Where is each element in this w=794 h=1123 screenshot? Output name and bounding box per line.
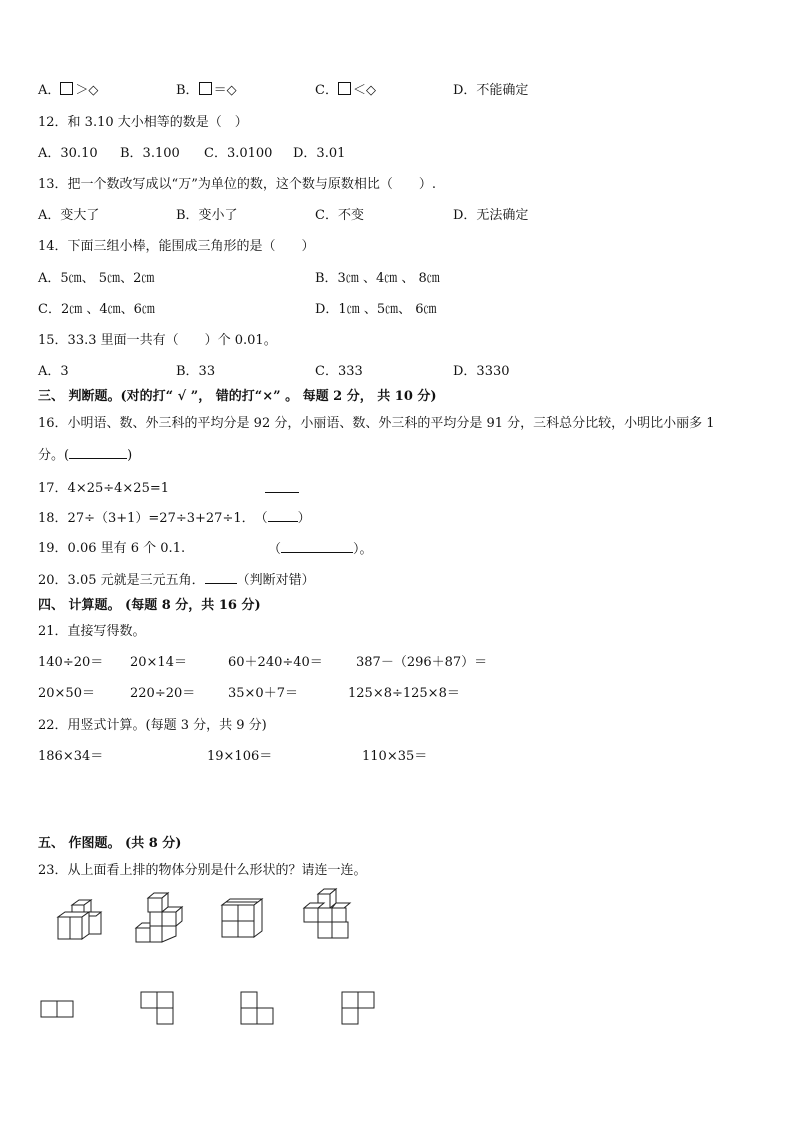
q19-answer-blank[interactable] — [281, 540, 353, 553]
q15-stem: 15．33.3 里面一共有（ ）个 0.01。 — [38, 333, 277, 348]
q13-option-b[interactable]: B．变小了 — [176, 208, 238, 223]
q22-stem: 22．用竖式计算。(每题 3 分，共 9 分) — [38, 718, 267, 733]
cube-solid-2-icon[interactable] — [134, 892, 190, 944]
q17-text: 17．4×25÷4×25=1 — [38, 481, 170, 496]
q21-item[interactable]: 35×0＋7＝ — [228, 686, 298, 701]
top-view-2-icon[interactable] — [140, 991, 178, 1029]
section-5-title: 五、 作图题。 (共 8 分) — [38, 836, 182, 851]
q21-item[interactable]: 60＋240÷40＝ — [228, 655, 323, 670]
top-view-3-icon[interactable] — [240, 991, 278, 1029]
q21-item[interactable]: 220÷20＝ — [130, 686, 196, 701]
q19-text: 19．0.06 里有 6 个 0.1. — [38, 541, 186, 556]
q22-item[interactable]: 19×106＝ — [207, 749, 273, 764]
q23-stem: 23．从上面看上排的物体分别是什么形状的？请连一连。 — [38, 863, 367, 878]
q21-stem: 21．直接写得数。 — [38, 624, 146, 639]
section-3-title: 三、 判断题。(对的打“ √ ”， 错的打“×” 。 每题 2 分， 共 10 分) — [38, 389, 437, 404]
q16-answer-line — [38, 446, 132, 465]
q16-line-1: 16．小明语、数、外三科的平均分是 92 分，小丽语、数、外三科的平均分是 91 分，三科总分比较，小明比小丽多 1 — [38, 416, 715, 431]
q12-option-b[interactable]: B．3.100 — [120, 146, 180, 161]
option-relation: ＝◇ — [213, 83, 237, 98]
q13-stem: 13．把一个数改写成以“万”为单位的数，这个数与原数相比（ ）. — [38, 177, 436, 192]
cube-solid-1-icon[interactable] — [56, 900, 106, 942]
q12-option-d[interactable]: D．3.01 — [293, 146, 346, 161]
q19-answer — [268, 540, 373, 559]
option-relation: ＞◇ — [75, 83, 99, 98]
q21-item[interactable]: 387－（296＋87）＝ — [356, 655, 488, 670]
q15-option-b[interactable]: B．33 — [176, 364, 216, 379]
q13-option-c[interactable]: C．不变 — [315, 208, 364, 223]
q11-option-a[interactable] — [38, 82, 98, 100]
q13-option-a[interactable]: A．变大了 — [38, 208, 100, 223]
q14-option-b[interactable]: B．3㎝ 、4㎝ 、 8㎝ — [315, 271, 440, 286]
q21-item[interactable]: 20×14＝ — [130, 655, 187, 670]
q14-option-d[interactable]: D．1㎝ 、5㎝、 6㎝ — [315, 302, 437, 317]
q14-stem: 14．下面三组小棒，能围成三角形的是（ ） — [38, 239, 315, 254]
q22-item[interactable]: 186×34＝ — [38, 749, 104, 764]
q18-line — [38, 509, 311, 528]
q12-stem: 12．和 3.10 大小相等的数是（ ） — [38, 115, 248, 130]
q17-answer-blank[interactable] — [265, 480, 299, 493]
q20-suffix: （判断对错） — [236, 573, 315, 588]
q11-option-d[interactable]: D．不能确定 — [453, 83, 529, 98]
q14-option-c[interactable]: C．2㎝ 、4㎝、6㎝ — [38, 302, 155, 317]
q11-option-c[interactable] — [315, 82, 376, 100]
cube-solid-3-icon[interactable] — [220, 897, 266, 941]
q15-option-c[interactable]: C．333 — [315, 364, 363, 379]
q18-answer-blank[interactable] — [268, 509, 298, 522]
q12-option-a[interactable]: A．30.10 — [38, 146, 98, 161]
option-label: B． — [176, 83, 199, 98]
q12-option-c[interactable]: C．3.0100 — [204, 146, 273, 161]
q21-item[interactable]: 125×8÷125×8＝ — [348, 686, 460, 701]
q18-suffix: ） — [297, 511, 311, 526]
cube-solid-4-icon[interactable] — [298, 888, 358, 944]
q20-answer-blank[interactable] — [205, 571, 237, 584]
q21-item[interactable]: 20×50＝ — [38, 686, 95, 701]
q15-option-a[interactable]: A．3 — [38, 364, 69, 379]
q16-answer-blank[interactable] — [69, 446, 127, 459]
top-view-1-icon[interactable] — [40, 1000, 76, 1020]
top-view-4-icon[interactable] — [341, 991, 379, 1029]
q19-close: ）。 — [353, 542, 373, 557]
q18-text: 18．27÷（3+1）=27÷3+27÷1． （ — [38, 511, 268, 526]
option-relation: ＜◇ — [352, 83, 376, 98]
q20-line — [38, 571, 315, 590]
option-label: A． — [38, 83, 61, 98]
q19-open: （ — [268, 542, 282, 557]
q20-text: 20．3.05 元就是三元五角． — [38, 573, 205, 588]
q16-suffix: ) — [127, 448, 133, 463]
q11-option-b[interactable] — [176, 82, 237, 100]
q22-item[interactable]: 110×35＝ — [362, 749, 428, 764]
q13-option-d[interactable]: D．无法确定 — [453, 208, 529, 223]
option-label: C． — [315, 83, 338, 98]
q16-prefix: 分。( — [38, 448, 70, 463]
q15-option-d[interactable]: D．3330 — [453, 364, 510, 379]
square-icon — [60, 82, 73, 95]
q21-item[interactable]: 140÷20＝ — [38, 655, 104, 670]
square-icon — [199, 82, 212, 95]
q14-option-a[interactable]: A．5㎝、 5㎝、2㎝ — [38, 271, 155, 286]
square-icon — [338, 82, 351, 95]
section-4-title: 四、 计算题。 (每题 8 分，共 16 分) — [38, 598, 261, 613]
